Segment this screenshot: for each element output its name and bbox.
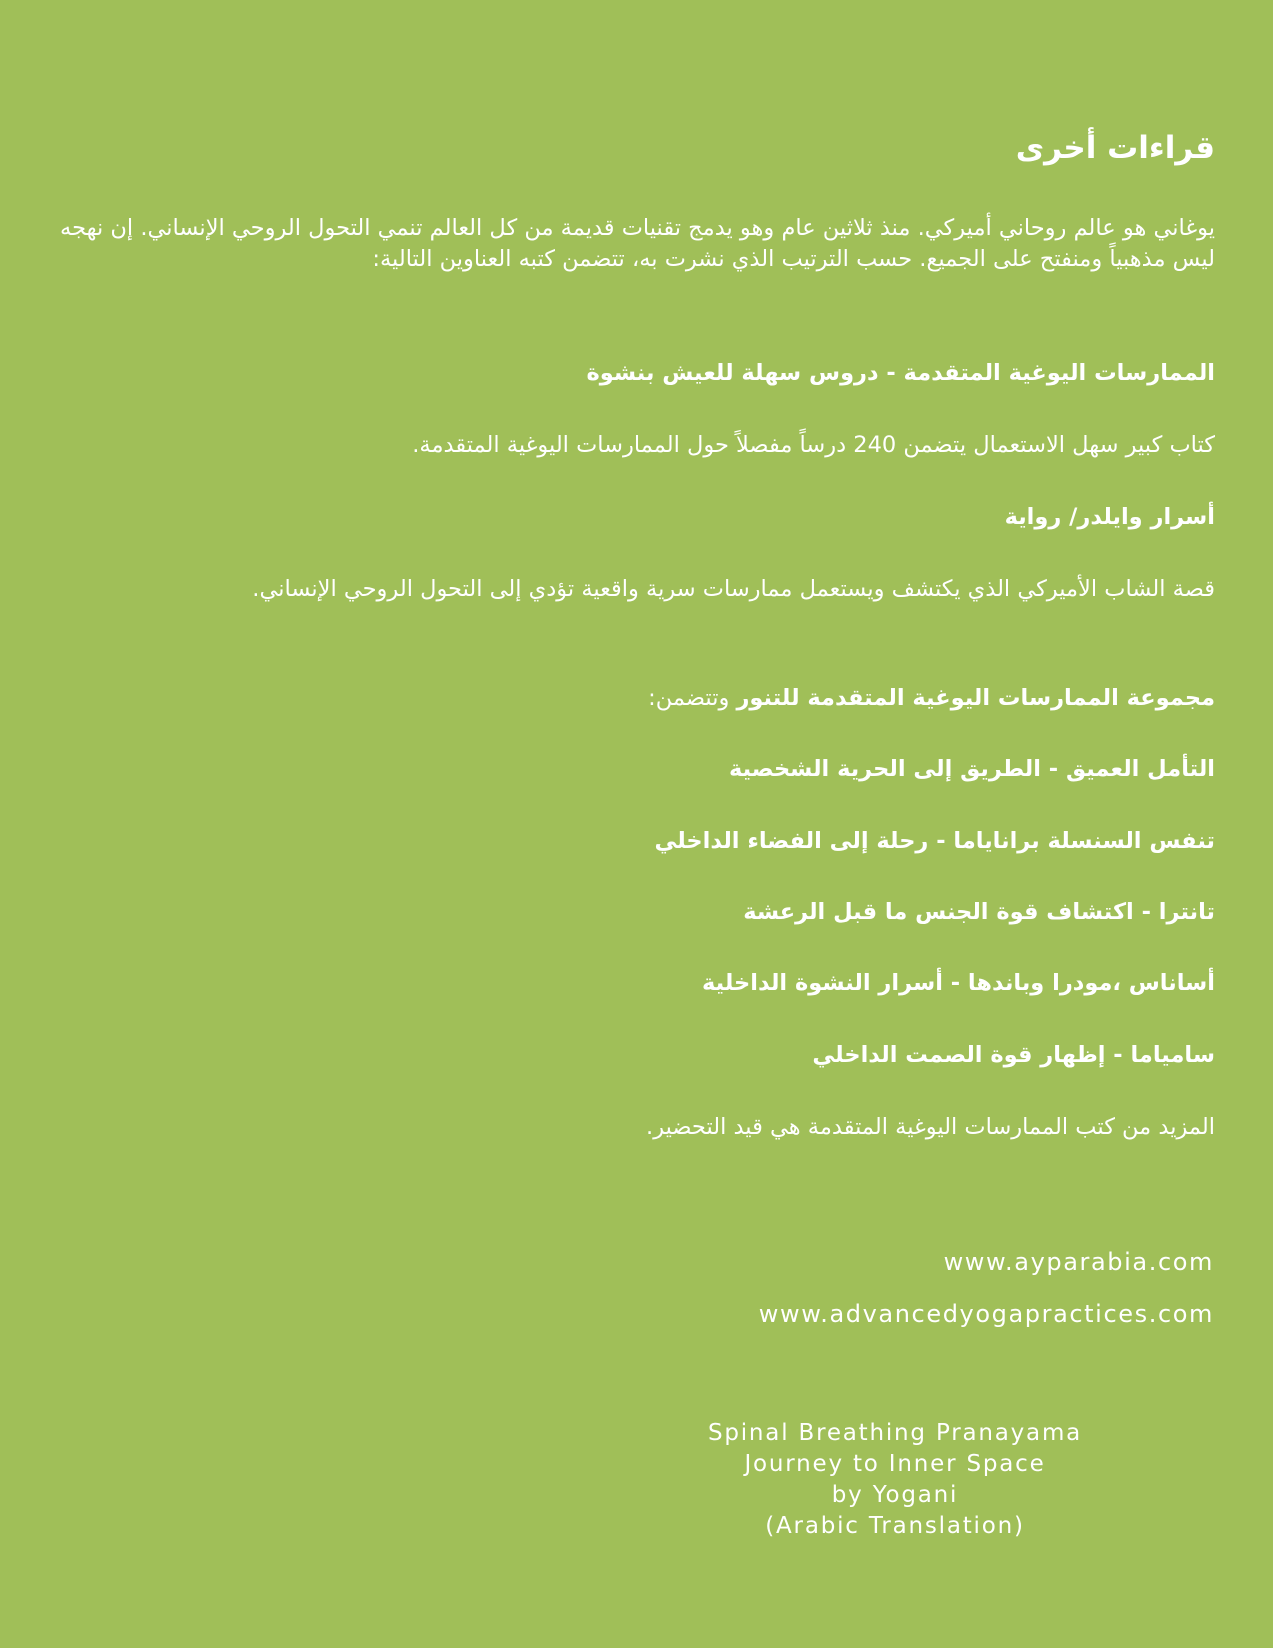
page-heading: قراءات أخرى — [1015, 130, 1215, 166]
book1-description: كتاب كبير سهل الاستعمال يتضمن 240 درساً مفصلاً حول الممارسات اليوغية المتقدمة. — [412, 432, 1215, 458]
credit-line-author: by Yogani — [831, 1482, 959, 1508]
credit-line-title: Spinal Breathing Pranayama — [707, 1420, 1083, 1446]
author-intro-paragraph: يوغاني هو عالم روحاني أميركي. منذ ثلاثين عام وهو يدمج تقنيات قديمة من كل العالم تنمي التحول الروحي الإنساني. إن نهجه ليس مذهبياً ومنفتح على الجميع. حسب الترتيب الذي نشرت به، تتضمن كتبه العناوين التالية: — [60, 215, 1215, 272]
series-item-3: تانترا - اكتشاف قوة الجنس ما قبل الرعشة — [743, 899, 1215, 925]
series-item-5: سامياما - إظهار قوة الصمت الداخلي — [812, 1042, 1215, 1068]
book2-description: قصة الشاب الأميركي الذي يكتشف ويستعمل ممارسات سرية واقعية تؤدي إلى التحول الروحي الإنساني. — [252, 576, 1215, 602]
credit-line-translation: (Arabic Translation) — [765, 1513, 1025, 1539]
book1-title: الممارسات اليوغية المتقدمة - دروس سهلة للعيش بنشوة — [586, 360, 1215, 386]
series-title-bold: مجموعة الممارسات اليوغية المتقدمة للتنور — [736, 685, 1215, 711]
credit-line-subtitle: Journey to Inner Space — [744, 1451, 1046, 1477]
series-title — [55, 683, 1215, 714]
book-credit-block — [660, 1418, 1130, 1542]
series-item-2: تنفس السنسلة براناياما - رحلة إلى الفضاء الداخلي — [654, 828, 1215, 854]
website-link-advancedyogapractices[interactable]: www.advancedyogapractices.com — [758, 1300, 1214, 1328]
series-item-1: التأمل العميق - الطريق إلى الحرية الشخصية — [728, 756, 1215, 782]
series-item-4: أساناس ،مودرا وباندها - أسرار النشوة الداخلية — [702, 970, 1215, 996]
series-title-suffix: وتتضمن: — [648, 685, 737, 711]
website-link-ayparabia[interactable]: www.ayparabia.com — [943, 1248, 1214, 1276]
closing-note: المزيد من كتب الممارسات اليوغية المتقدمة هي قيد التحضير. — [646, 1114, 1215, 1140]
book2-title: أسرار وايلدر/ رواية — [1004, 504, 1215, 530]
